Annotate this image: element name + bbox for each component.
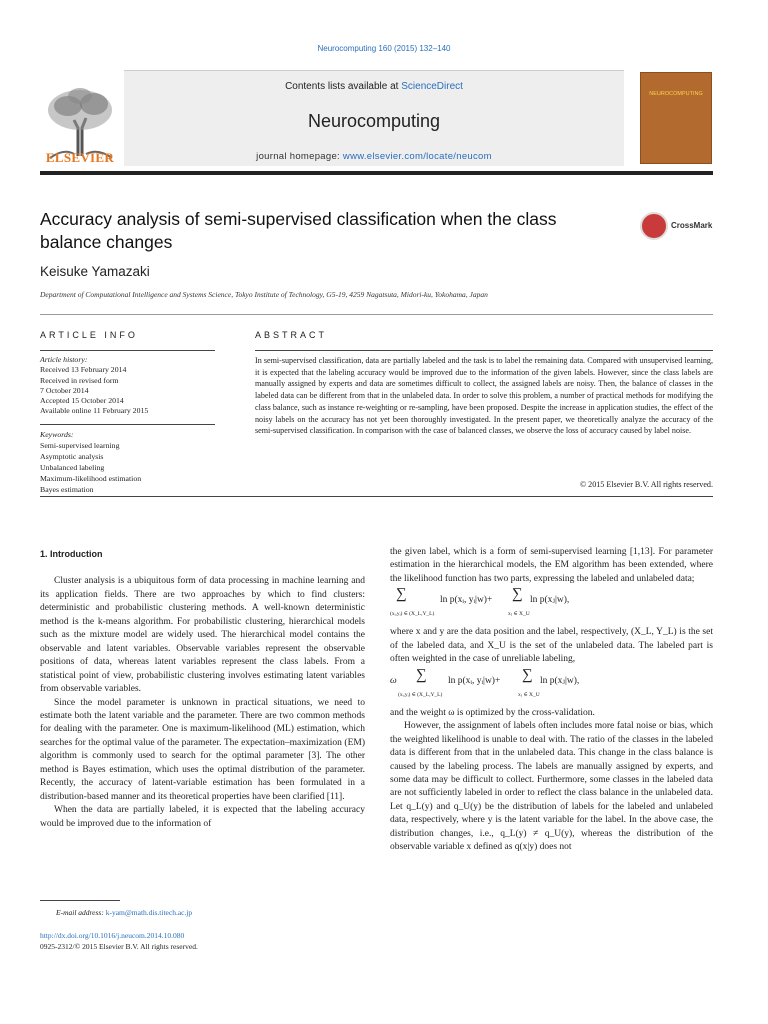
journal-citation[interactable]: Neurocomputing 160 (2015) 132–140 — [317, 44, 451, 53]
doi-link[interactable]: http://dx.doi.org/10.1016/j.neucom.2014.10.080 — [40, 931, 185, 940]
journal-masthead — [40, 70, 713, 170]
email-label: E-mail address: — [56, 908, 106, 917]
body-paragraph: and the weight ω is optimized by the cross-validation. — [390, 707, 595, 718]
section-heading-introduction: 1. Introduction — [40, 549, 103, 559]
article-title: Accuracy analysis of semi-supervised classification when the class balance changes — [40, 209, 557, 252]
equation-subscript: (xᵢ,yᵢ) ∈ (X_L,Y_L) — [390, 611, 435, 618]
keyword-item: Asymptotic analysis — [40, 452, 104, 461]
journal-homepage-link[interactable]: www.elsevier.com/locate/neucom — [342, 151, 492, 162]
author-name: Keisuke Yamazaki — [40, 264, 150, 279]
equation-term: ln p(xᵢ, yᵢ|w)+ — [440, 595, 493, 606]
abstract-bottom-rule — [40, 496, 713, 497]
keywords-label: Keywords: — [40, 430, 74, 439]
keyword-item: Unbalanced labeling — [40, 463, 105, 472]
equation-subscript: xⱼ ∈ X_U — [518, 691, 540, 698]
history-label: Article history: — [40, 355, 88, 364]
abstract-text: In semi-supervised classification, data are partially labeled and the task is to label the remaining data. Compared with unsupervised learning, it is expected that the labeling accuracy would be improved due to the information of the given labels. However, since the class labels are manually assigned by experts and data are sometimes difficult to collect, the assigned labels are noisy. Then, the balance of classes in the labeled data can be different from that in the unlabeled data. In order to solve this problem, a number of practical methods for modifying the class balance, such as instance re-weighting or re-sampling, have been proposed. Despite the increase in application studies, the effect of the noisy labels on the accuracy has not yet been thoroughly investigated. In the present paper, we theoretically analyze the accuracy of the semi-supervised classification. In comparison with the case of balanced classes, we observe the loss of accuracy caused by label noise. — [255, 356, 713, 436]
body-column-right — [390, 546, 713, 855]
keyword-item: Maximum-likelihood estimation — [40, 474, 142, 483]
journal-name: Neurocomputing — [307, 111, 441, 131]
sum-symbol: ∑ — [512, 586, 523, 603]
history-item: Received 13 February 2014 — [40, 365, 127, 375]
article-info-rule — [40, 350, 215, 351]
equation-subscript: xⱼ ∈ X_U — [508, 611, 530, 618]
homepage-prefix: journal homepage: — [256, 151, 343, 162]
body-paragraph: When the data are partially labeled, it is expected that the labeling accuracy would be improved due to the information of — [40, 805, 365, 829]
footnote-rule — [40, 900, 120, 901]
body-paragraph: the given label, which is a form of semi-supervised learning [1,13]. For parameter estimation in the hierarchical models, the EM algorithm has been extended, where the likelihood function has two parts, expressing the labeled and unlabeled data; — [390, 547, 713, 584]
footnote-email — [56, 908, 192, 917]
cover-title: NEUROCOMPUTING — [649, 91, 703, 97]
crossmark-label: CrossMark — [671, 221, 713, 230]
homepage-line — [124, 151, 624, 162]
masthead-box — [124, 70, 624, 166]
keywords — [40, 429, 215, 495]
equation-term: ln p(xⱼ|w), — [540, 675, 580, 686]
equation-subscript: (xᵢ,yᵢ) ∈ (X_L,Y_L) — [398, 691, 443, 698]
doi-block — [40, 930, 198, 952]
sum-symbol: ∑ — [416, 666, 427, 683]
equation-weighted-likelihood — [390, 667, 713, 707]
author-affiliation: Department of Computational Intelligence and Systems Science, Tokyo Institute of Technology, G5-19, 4259 Nagatsuta, Midori-ku, Yokohama, Japan — [40, 290, 488, 299]
sum-symbol: ∑ — [522, 666, 533, 683]
contents-line — [124, 81, 624, 92]
body-paragraph: However, the assignment of labels often includes more fatal noise or bias, which the weighted likelihood is unable to deal with. The ratio of the classes in the labeled data is different from that in the unlabeled data. This change in the class balance is caused by the labeling process. The labels are manually assigned by experts, and some data may be difficult to collect. Furthermore, some classes in the labeled data are not sufficiently labeled in order to reflect the class balance in the unlabeled data. Let q_L(y) and q_U(y) be the distribution of labels for the labeled and unlabeled data, respectively, where y is the latent variable for the label. In the above case, the distribution changes, i.e., q_L(y) ≠ q_U(y), whereas the distribution of the observable variable x defined as q(x|y) does not — [390, 721, 713, 853]
history-item: Received in revised form — [40, 375, 119, 385]
journal-cover-thumbnail[interactable] — [640, 72, 712, 164]
sum-symbol: ∑ — [396, 586, 407, 603]
article-history — [40, 355, 215, 417]
equation-omega: ω — [390, 675, 397, 686]
history-item: Available online 11 February 2015 — [40, 406, 149, 416]
abstract-heading: ABSTRACT — [255, 330, 328, 340]
history-item: Accepted 15 October 2014 — [40, 396, 124, 406]
equation-term: ln p(xⱼ|w), — [530, 595, 570, 606]
sciencedirect-link[interactable]: ScienceDirect — [401, 81, 463, 92]
article-info-heading: ARTICLE INFO — [40, 330, 138, 340]
body-paragraph: Since the model parameter is unknown in practical situations, we need to estimate both the latent variable and the parameter. There are two common methods for dealing with the parameter. One is maximum-likelihood (ML) estimation, which searches for the optimal value of the parameter. The expectation–maximization (EM) algorithm is commonly used to search for the optimal parameter [3]. The other method is Bayes estimation, which uses the optimal distribution of the parameter. Recently, the accuracy of latent-variable estimation has been formulated in a distribution-based manner and its theoretical properties have been clarified [11]. — [40, 697, 365, 802]
body-paragraph: Cluster analysis is a ubiquitous form of data processing in machine learning and its application fields. There are two approaches by which to find clusters: deterministic and probabilistic clustering methods. A well-known deterministic method is the k-means algorithm. For probabilistic clustering, hierarchical models such as the mixture model are widely used. The hierarchical model contains the observable and latent variables. Observable variables represent the observable positions of data, whereas latent variables represent the class labels. From a statistical point of view, probabilistic clustering involves estimating latent variables from observable variables. — [40, 576, 365, 695]
history-item: 7 October 2014 — [40, 385, 89, 395]
abstract-rule — [255, 350, 713, 351]
crossmark-icon — [640, 212, 668, 240]
header-divider — [40, 314, 713, 315]
equation-likelihood — [390, 586, 713, 626]
keywords-rule — [40, 424, 215, 425]
crossmark-badge[interactable] — [640, 208, 720, 244]
email-link[interactable]: k-yam@math.dis.titech.ac.jp — [105, 908, 193, 917]
equation-term: ln p(xᵢ, yᵢ|w)+ — [448, 675, 501, 686]
keyword-item: Semi-supervised learning — [40, 441, 120, 450]
keyword-item: Bayes estimation — [40, 485, 94, 494]
abstract-copyright: © 2015 Elsevier B.V. All rights reserved. — [579, 480, 713, 489]
elsevier-wordmark: ELSEVIER — [45, 150, 115, 165]
issn-line: 0925-2312/© 2015 Elsevier B.V. All rights reserved. — [40, 942, 198, 951]
body-column-left — [40, 548, 365, 831]
body-paragraph: where x and y are the data position and the label, respectively, (X_L, Y_L) is the set of the labeled data, and X_U is the set of the unlabeled data. The labeled part is often weighted in the case of unreliable labeling, — [390, 627, 713, 665]
contents-prefix: Contents lists available at — [285, 81, 402, 92]
masthead-rule — [40, 171, 713, 175]
